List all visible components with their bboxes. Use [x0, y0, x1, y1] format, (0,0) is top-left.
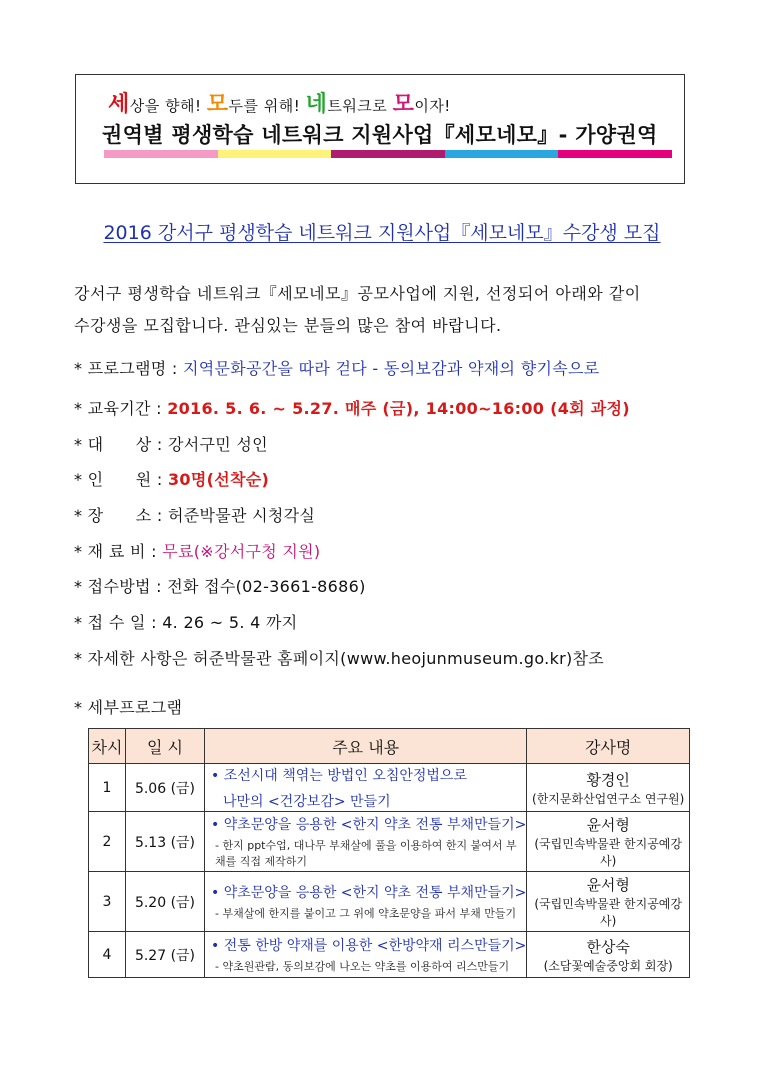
- info-program: * 프로그램명 : 지역문화공간을 따라 걷다 - 동의보감과 약재의 향기속으로: [74, 359, 600, 378]
- slogan-initial-1: 세: [108, 92, 130, 117]
- row-instructor: 윤서형 (국립민속박물관 한지공예강사): [527, 872, 690, 932]
- stripe-pink: [104, 150, 218, 158]
- intro-paragraph: [74, 278, 694, 342]
- slogan-text-1: 상을 향해!: [129, 97, 207, 115]
- table-header-row: [89, 729, 690, 764]
- table-row: [89, 932, 690, 978]
- row-instructor: 한상숙 (소담꽃예술중앙회 회장): [527, 932, 690, 978]
- schedule-table: [88, 728, 690, 978]
- table-row: [89, 812, 690, 872]
- slogan-initial-2: 모: [206, 92, 229, 117]
- header-instructor: 강사명: [527, 729, 690, 764]
- slogan-initial-3: 네: [305, 92, 328, 117]
- info-period: * 교육기간 : 2016. 5. 6. ~ 5.27. 매주 (금), 14:00~16:00 (4회 과정): [74, 399, 630, 418]
- row-date: 5.06 (금): [126, 764, 205, 812]
- header-banner: [75, 74, 685, 184]
- intro-line-2: 수강생을 모집합니다. 관심있는 분들의 많은 참여 바랍니다.: [74, 316, 502, 335]
- row-date: 5.13 (금): [126, 812, 205, 872]
- table-row: [89, 872, 690, 932]
- row-no: 1: [89, 764, 126, 812]
- document-title: 2016 강서구 평생학습 네트워크 지원사업『세모네모』수강생 모집: [103, 222, 661, 244]
- row-no: 2: [89, 812, 126, 872]
- row-content: • 조선시대 책엮는 방법인 오침안정법으로 나만의 <건강보감> 만들기: [205, 764, 527, 812]
- header-date: 일 시: [126, 729, 205, 764]
- row-content: • 전통 한방 약재를 이용한 <한방약재 리스만들기> - 약초원관람, 동의보감에 나오는 약초를 이용하여 리스만들기: [205, 932, 527, 978]
- info-dates: * 접 수 일 : 4. 26 ~ 5. 4 까지: [74, 613, 298, 632]
- row-content: • 약초문양을 응용한 <한지 약초 전통 부채만들기> - 부채살에 한지를 붙이고 그 위에 약초문양을 파서 부채 만들기: [205, 872, 527, 932]
- row-no: 3: [89, 872, 126, 932]
- stripe-pink-dark: [558, 150, 672, 158]
- slogan-text-4: 이자!: [414, 97, 451, 115]
- row-instructor: 황경인 (한지문화산업연구소 연구원): [527, 764, 690, 812]
- info-place: * 장 소 : 허준박물관 시청각실: [74, 506, 316, 525]
- slogan-text-3: 트워크로: [327, 97, 393, 115]
- intro-line-1: 강서구 평생학습 네트워크『세모네모』공모사업에 지원, 선정되어 아래와 같이: [74, 284, 641, 303]
- row-date: 5.27 (금): [126, 932, 205, 978]
- stripe-yellow: [218, 150, 332, 158]
- stripe-cyan: [445, 150, 559, 158]
- slogan-text-2: 두를 위해!: [228, 97, 306, 115]
- info-fee: * 재 료 비 : 무료(※강서구청 지원): [74, 542, 321, 561]
- banner-title: 권역별 평생학습 네트워크 지원사업『세모네모』- 가양권역: [102, 123, 658, 147]
- info-capacity: * 인 원 : 30명(선착순): [74, 470, 270, 489]
- table-row: [89, 764, 690, 812]
- slogan: [108, 87, 451, 118]
- color-stripes: [104, 150, 672, 158]
- header-session: 차시: [89, 729, 126, 764]
- row-content: • 약초문양을 응용한 <한지 약초 전통 부채만들기> - 한지 ppt수업, 대나무 부채살에 풀을 이용하여 한지 붙여서 부채를 직접 제작하기: [205, 812, 527, 872]
- row-no: 4: [89, 932, 126, 978]
- info-target: * 대 상 : 강서구민 성인: [74, 435, 268, 454]
- slogan-initial-4: 모: [392, 92, 415, 117]
- info-detail: * 자세한 사항은 허준박물관 홈페이지(www.heojunmuseum.go.kr)참조: [74, 649, 605, 668]
- row-date: 5.20 (금): [126, 872, 205, 932]
- info-method: * 접수방법 : 전화 접수(02-3661-8686): [74, 577, 366, 596]
- row-instructor: 윤서형 (국립민속박물관 한지공예강사): [527, 812, 690, 872]
- stripe-magenta: [331, 150, 445, 158]
- schedule-heading: * 세부프로그램: [74, 698, 183, 717]
- header-content: 주요 내용: [205, 729, 527, 764]
